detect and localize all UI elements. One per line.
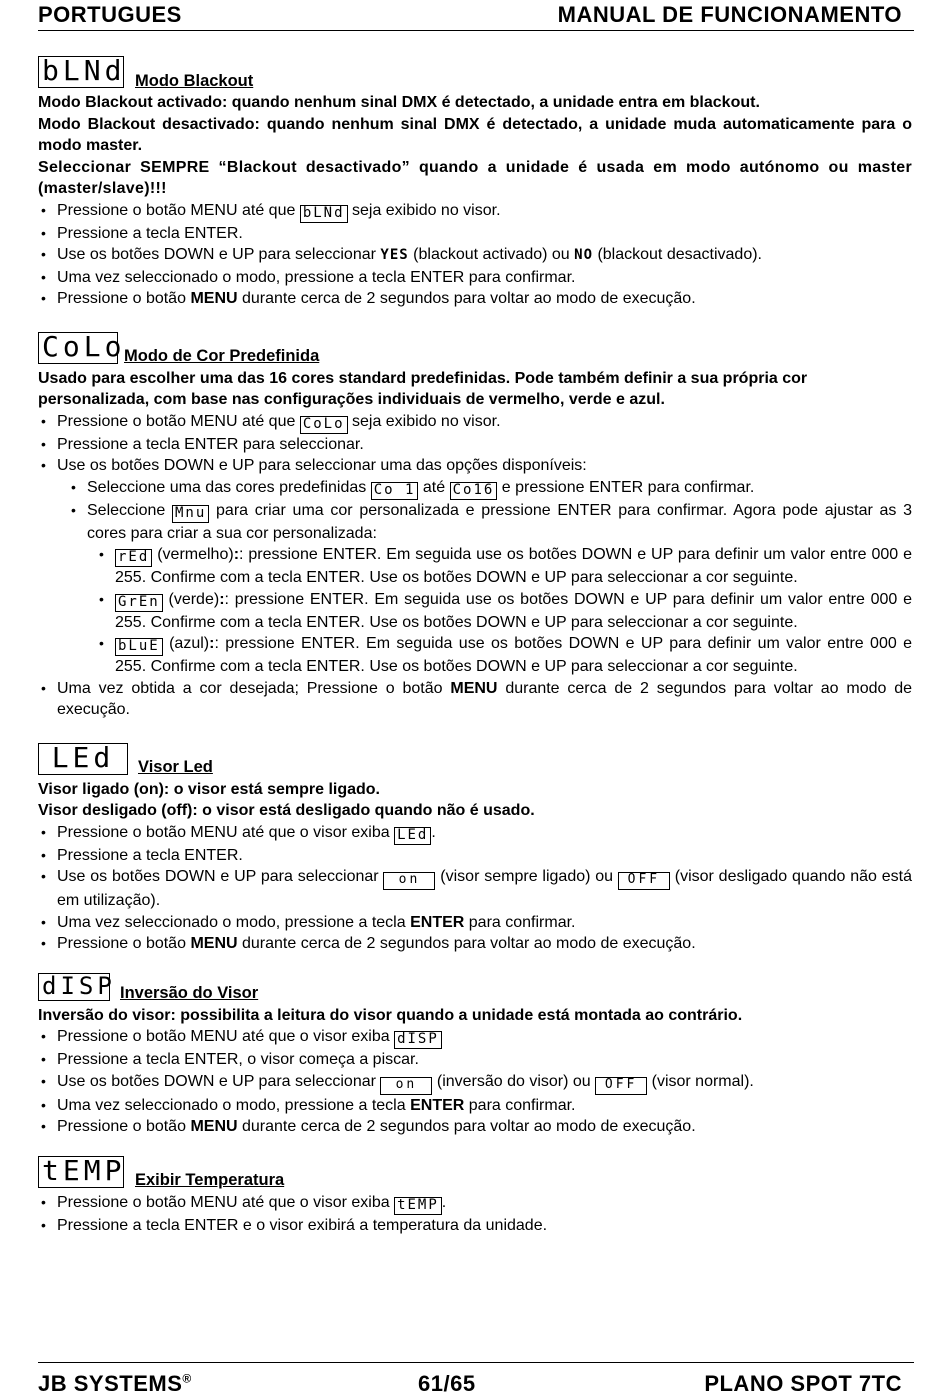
- footer-page-number: 61/65: [418, 1371, 476, 1396]
- paragraph: Usado para escolher uma das 16 cores standard predefinidas. Pode também definir a sua própria cor personalizada, com base nas configurações individuais de vermelho, verde e azul.: [38, 369, 808, 408]
- lcd-display-icon: CoLo: [38, 332, 118, 364]
- header-title: MANUAL DE FUNCIONAMENTO: [557, 2, 902, 27]
- section-title: [38, 52, 912, 92]
- section-heading: Inversão do Visor: [120, 984, 259, 1002]
- list-item: • Pressione o botão MENU até que CoLo seja exibido no visor.: [57, 411, 912, 434]
- list-item: • Pressione o botão MENU durante cerca de 2 segundos para voltar ao modo de execução.: [57, 288, 912, 310]
- list-item: • Use os botões DOWN e UP para seleccionar on (inversão do visor) ou OFF (visor normal).: [57, 1071, 912, 1095]
- section-title: [38, 1154, 912, 1192]
- section-display-inversion: [38, 971, 912, 1138]
- paragraph: Visor desligado (off): o visor está desligado quando não é usado.: [38, 802, 535, 819]
- paragraph: Visor ligado (on): o visor está sempre ligado.: [38, 780, 380, 798]
- instruction-list: [38, 822, 912, 955]
- instruction-list: [38, 411, 912, 721]
- header-language: PORTUGUES: [38, 2, 182, 27]
- list-item: • Pressione o botão MENU até que bLNd seja exibido no visor.: [57, 200, 912, 223]
- list-item: • rEd (vermelho):: pressione ENTER. Em seguida use os botões DOWN e UP para definir um valor entre 000 e 255. Confirme com a tecla ENTER. Use os botões DOWN e UP para seleccionar a cor seguinte.: [115, 544, 912, 589]
- list-item: • Pressione a tecla ENTER.: [57, 845, 912, 867]
- list-item: • Uma vez seleccionado o modo, pressione a tecla ENTER para confirmar.: [57, 267, 912, 289]
- list-item: • Uma vez obtida a cor desejada; Pressione o botão MENU durante cerca de 2 segundos para voltar ao modo de execução.: [57, 678, 912, 721]
- lcd-display-icon: Co 1: [371, 482, 419, 500]
- footer-product: PLANO SPOT 7TC: [704, 1371, 902, 1396]
- section-heading: Exibir Temperatura: [135, 1171, 285, 1189]
- lcd-display-icon: tEMP: [394, 1197, 442, 1215]
- list-item: • GrEn (verde):: pressione ENTER. Em seguida use os botões DOWN e UP para definir um valor entre 000 e 255. Confirme com a tecla ENTER. Use os botões DOWN e UP para seleccionar a cor seguinte.: [115, 589, 912, 634]
- section-title: [38, 739, 912, 779]
- section-heading: Modo Blackout: [135, 71, 254, 90]
- lcd-display-icon: Co16: [450, 482, 498, 500]
- section-heading: Modo de Cor Predefinida: [124, 347, 320, 365]
- lcd-on-icon: on: [380, 1077, 432, 1095]
- list-item: • Pressione o botão MENU até que o visor exiba LEd .: [57, 822, 912, 845]
- list-item: • Use os botões DOWN e UP para seleccionar on (visor sempre ligado) ou OFF (visor desligado quando não está em utilização).: [57, 866, 912, 912]
- list-item: • Use os botões DOWN e UP para seleccionar uma das opções disponíveis: • Seleccione uma das cores predefinidas Co 1 até Co16 e pressione ENTER para confirmar. • Seleccione Mnu para criar uma cor personalizada e pressione ENTER para confirmar. Agora pode ajustar as 3 cores para criar a sua cor personalizada: • rEd (vermelho):: pressione ENTER. Em seguida use os botões DOWN e UP para definir um valor entre 000 e 255. Confirme com a tecla ENTER. Use os botões DOWN e UP para seleccionar a cor seguinte. • GrEn (verde):: pressione ENTER. Em seguida use os botões DOWN e UP para definir um valor entre 000 e 255. Confirme com a tecla ENTER. Use os botões DOWN e UP para seleccionar a cor seguinte. • bLuE (azul):: pressione ENTER. Em seguida use os botões DOWN e UP para definir um valor entre 000 e 255. Confirme com a tecla ENTER. Use os botões DOWN e UP para seleccionar a cor seguinte.: [57, 455, 912, 678]
- instruction-list: [38, 1026, 912, 1138]
- list-item: • Use os botões DOWN e UP para seleccionar YES (blackout activado) ou NO (blackout desactivado).: [57, 244, 912, 267]
- list-item: • Uma vez seleccionado o modo, pressione a tecla ENTER para confirmar.: [57, 912, 912, 934]
- list-item: • Pressione a tecla ENTER, o visor começa a piscar.: [57, 1049, 912, 1071]
- list-item: • Pressione o botão MENU durante cerca de 2 segundos para voltar ao modo de execução.: [57, 1116, 912, 1138]
- page-header: [38, 0, 914, 31]
- lcd-off-icon: OFF: [618, 872, 670, 890]
- paragraph: Modo Blackout activado: quando nenhum sinal DMX é detectado, a unidade entra em blackout.: [38, 94, 760, 111]
- section-title: [38, 971, 912, 1005]
- section-led: [38, 739, 912, 955]
- lcd-display-icon: rEd: [115, 549, 152, 567]
- lcd-display-icon: tEMP: [38, 1156, 124, 1188]
- lcd-display-icon: bLNd: [38, 56, 124, 88]
- section-blackout: [38, 52, 912, 310]
- lcd-display-icon: bLuE: [115, 638, 163, 656]
- section-title: [38, 328, 912, 368]
- lcd-display-icon: LEd: [394, 827, 431, 845]
- lcd-display-icon: bLNd: [300, 205, 348, 223]
- list-item: • Seleccione uma das cores predefinidas Co 1 até Co16 e pressione ENTER para confirmar.: [87, 477, 912, 500]
- footer-brand: JB SYSTEMS®: [38, 1371, 192, 1396]
- lcd-display-icon: dISP: [394, 1031, 442, 1049]
- lcd-display-icon: LEd: [38, 743, 128, 775]
- instruction-list: [38, 1192, 912, 1237]
- list-item: • Seleccione Mnu para criar uma cor personalizada e pressione ENTER para confirmar. Agora pode ajustar as 3 cores para criar a sua cor personalizada: • rEd (vermelho):: pressione ENTER. Em seguida use os botões DOWN e UP para definir um valor entre 000 e 255. Confirme com a tecla ENTER. Use os botões DOWN e UP para seleccionar a cor seguinte. • GrEn (verde):: pressione ENTER. Em seguida use os botões DOWN e UP para definir um valor entre 000 e 255. Confirme com a tecla ENTER. Use os botões DOWN e UP para seleccionar a cor seguinte. • bLuE (azul):: pressione ENTER. Em seguida use os botões DOWN e UP para definir um valor entre 000 e 255. Confirme com a tecla ENTER. Use os botões DOWN e UP para seleccionar a cor seguinte.: [87, 500, 912, 678]
- warning-paragraph: Seleccionar SEMPRE “Blackout desactivado” quando a unidade é usada em modo autónomo ou master (master/slave)!!!: [38, 158, 912, 197]
- lcd-display-icon: dISP: [38, 973, 110, 1001]
- section-temperature: [38, 1154, 912, 1237]
- paragraph: Inversão do visor: possibilita a leitura do visor quando a unidade está montada ao contrário.: [38, 1006, 743, 1024]
- list-item: • Pressione a tecla ENTER para seleccionar.: [57, 434, 912, 456]
- lcd-display-icon: GrEn: [115, 594, 163, 612]
- list-item: • Pressione o botão MENU até que o visor exiba dISP: [57, 1026, 912, 1049]
- section-heading: Visor Led: [138, 758, 213, 776]
- sub-list: [57, 477, 912, 678]
- lcd-off-icon: OFF: [595, 1077, 647, 1095]
- lcd-yes-icon: YES: [380, 247, 409, 263]
- paragraph: Modo Blackout desactivado: quando nenhum sinal DMX é detectado, a unidade muda automaticamente para o modo master.: [38, 115, 912, 154]
- lcd-display-icon: Mnu: [172, 505, 209, 523]
- list-item: • Pressione o botão MENU durante cerca de 2 segundos para voltar ao modo de execução.: [57, 933, 912, 955]
- instruction-list: [38, 200, 912, 310]
- page-content: [38, 52, 912, 1236]
- lcd-on-icon: on: [383, 872, 435, 890]
- lcd-no-icon: NO: [574, 247, 593, 263]
- section-color: [38, 328, 912, 721]
- list-item: • Pressione o botão MENU até que o visor exiba tEMP .: [57, 1192, 912, 1215]
- list-item: • Pressione a tecla ENTER e o visor exibirá a temperatura da unidade.: [57, 1215, 912, 1237]
- lcd-display-icon: CoLo: [300, 416, 348, 434]
- sub-list: [87, 544, 912, 678]
- list-item: • Pressione a tecla ENTER.: [57, 223, 912, 245]
- page-footer: [38, 1362, 914, 1397]
- list-item: • Uma vez seleccionado o modo, pressione a tecla ENTER para confirmar.: [57, 1095, 912, 1117]
- list-item: • bLuE (azul):: pressione ENTER. Em seguida use os botões DOWN e UP para definir um valor entre 000 e 255. Confirme com a tecla ENTER. Use os botões DOWN e UP para seleccionar a cor seguinte.: [115, 633, 912, 678]
